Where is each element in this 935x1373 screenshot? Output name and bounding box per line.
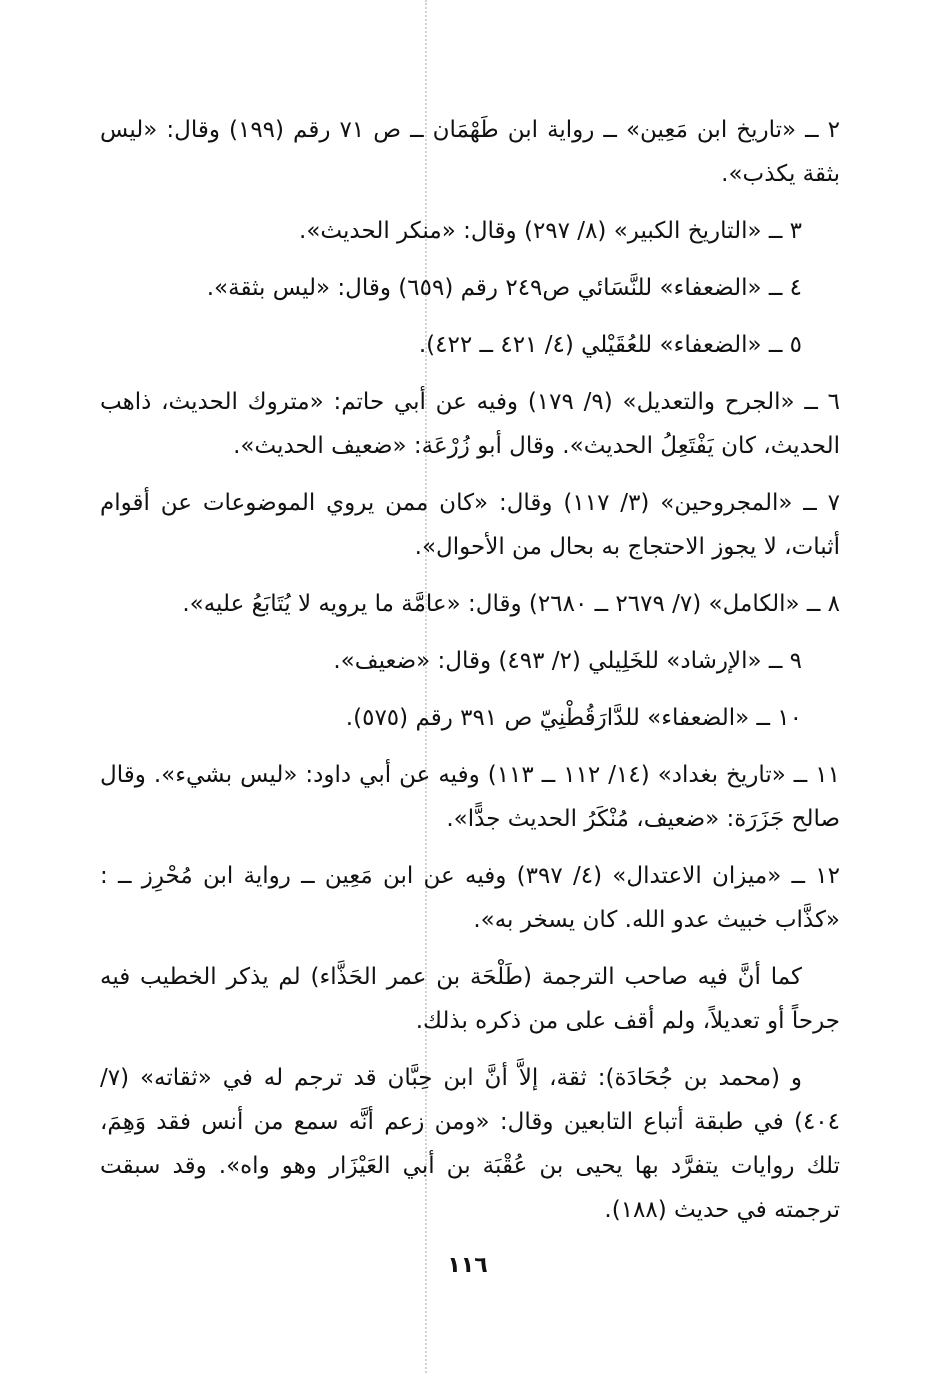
footnote-4: ٤ ــ «الضعفاء» للنَّسَائي ص٢٤٩ رقم (٦٥٩) وقال: «ليس بثقة». — [206, 275, 802, 301]
footnote-11: ١١ ــ «تاريخ بغداد» (١٤/ ١١٢ ــ ١١٣) وفيه عن أبي داود: «ليس بشيء». وقال صالح جَزَرَة: «ضعيف، مُنْكَرُ الحديث جدًّا». — [100, 762, 841, 832]
footnote-3: ٣ ــ «التاريخ الكبير» (٨/ ٢٩٧) وقال: «منكر الحديث». — [299, 218, 802, 244]
footnote-12: ١٢ ــ «ميزان الاعتدال» (٤/ ٣٩٧) وفيه عن ابن مَعِين ــ رواية ابن مُحْرِز ــ : «كذَّاب خبيث عدو الله. كان يسخر به». — [100, 863, 841, 933]
footnote-9: ٩ ــ «الإرشاد» للخَلِيلي (٢/ ٤٩٣) وقال: «ضعيف». — [333, 648, 802, 674]
footnote-7: ٧ ــ «المجروحين» (٣/ ١١٧) وقال: «كان ممن يروي الموضوعات عن أقوام أثبات، لا يجوز الاحتجاج به بحال من الأحوال». — [100, 490, 840, 560]
footnote-2: ٢ ــ «تاريخ ابن مَعِين» ــ رواية ابن طَهْمَان ــ ص ٧١ رقم (١٩٩) وقال: «ليس بثقة يكذب». — [100, 117, 840, 187]
body-paragraph-muhammad: و (محمد بن جُحَادَة): ثقة، إلاَّ أنَّ ابن حِبَّان قد ترجم له في «ثقاته» (٧/ ٤٠٤) في طبقة أتباع التابعين وقال: «ومن زعم أنَّه سمع من أنس فقد وَهِمَ، تلك روايات يتفرَّد بها يحيى بن عُقْبَة بن أبي العَيْزَار وهو واه». وقد سبقت ترجمته في حديث (١٨٨). — [100, 1065, 840, 1223]
body-paragraph-talha: كما أنَّ فيه صاحب الترجمة (طَلْحَة بن عمر الحَذَّاء) لم يذكر الخطيب فيه جرحاً أو تعديلاً، ولم أقف على من ذكره بذلك. — [100, 964, 840, 1034]
footnote-8: ٨ ــ «الكامل» (٧/ ٢٦٧٩ ــ ٢٦٨٠) وقال: «عامَّة ما يرويه لا يُتَابَعُ عليه». — [182, 591, 840, 617]
page-body — [100, 108, 840, 1245]
footnote-10: ١٠ ــ «الضعفاء» للدَّارَقُطْنِيّ ص ٣٩١ رقم (٥٧٥). — [345, 705, 802, 731]
page-number: ١١٦ — [447, 1253, 488, 1278]
footnote-6: ٦ ــ «الجرح والتعديل» (٩/ ١٧٩) وفيه عن أبي حاتم: «متروك الحديث، ذاهب الحديث، كان يَفْتَعِلُ الحديث». وقال أبو زُرْعَة: «ضعيف الحديث». — [100, 389, 841, 459]
footnote-5: ٥ ــ «الضعفاء» للعُقَيْلي (٤/ ٤٢١ ــ ٤٢٢). — [418, 332, 802, 358]
